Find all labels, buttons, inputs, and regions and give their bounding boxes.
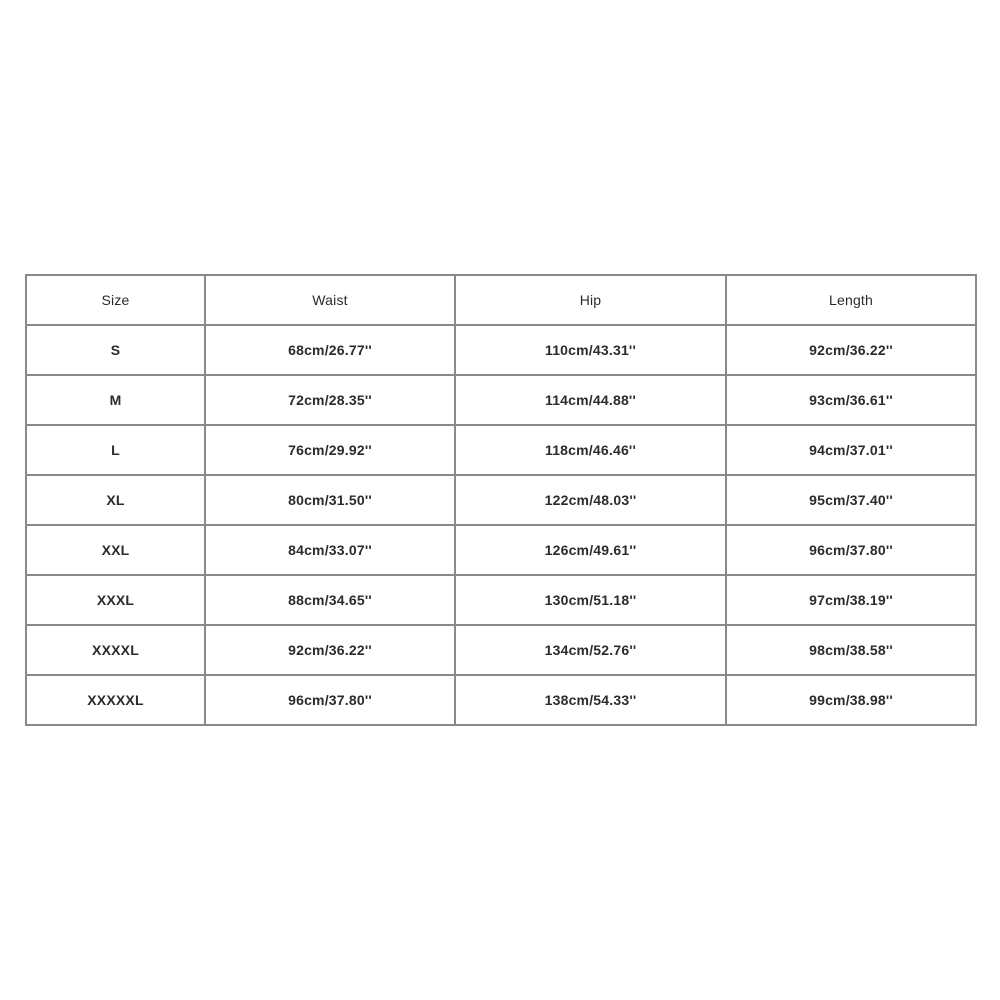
table-row (26, 525, 976, 575)
size-cell: M (26, 375, 205, 425)
table-row (26, 425, 976, 475)
header-hip: Hip (455, 275, 726, 325)
waist-cell: 76cm/29.92'' (205, 425, 455, 475)
hip-cell: 138cm/54.33'' (455, 675, 726, 725)
header-size: Size (26, 275, 205, 325)
size-cell: XXXXXL (26, 675, 205, 725)
size-chart-table (25, 274, 977, 726)
length-cell: 93cm/36.61'' (726, 375, 976, 425)
length-cell: 96cm/37.80'' (726, 525, 976, 575)
table-row (26, 475, 976, 525)
length-cell: 92cm/36.22'' (726, 325, 976, 375)
waist-cell: 72cm/28.35'' (205, 375, 455, 425)
size-cell: XXL (26, 525, 205, 575)
size-cell: S (26, 325, 205, 375)
length-cell: 99cm/38.98'' (726, 675, 976, 725)
header-row (26, 275, 976, 325)
waist-cell: 88cm/34.65'' (205, 575, 455, 625)
hip-cell: 114cm/44.88'' (455, 375, 726, 425)
waist-cell: 68cm/26.77'' (205, 325, 455, 375)
table-row (26, 625, 976, 675)
table-row (26, 375, 976, 425)
table-row (26, 675, 976, 725)
waist-cell: 84cm/33.07'' (205, 525, 455, 575)
length-cell: 94cm/37.01'' (726, 425, 976, 475)
waist-cell: 92cm/36.22'' (205, 625, 455, 675)
size-cell: XL (26, 475, 205, 525)
hip-cell: 118cm/46.46'' (455, 425, 726, 475)
header-waist: Waist (205, 275, 455, 325)
hip-cell: 126cm/49.61'' (455, 525, 726, 575)
size-cell: XXXXL (26, 625, 205, 675)
length-cell: 98cm/38.58'' (726, 625, 976, 675)
table-row (26, 575, 976, 625)
hip-cell: 130cm/51.18'' (455, 575, 726, 625)
hip-cell: 134cm/52.76'' (455, 625, 726, 675)
hip-cell: 110cm/43.31'' (455, 325, 726, 375)
header-length: Length (726, 275, 976, 325)
length-cell: 95cm/37.40'' (726, 475, 976, 525)
waist-cell: 80cm/31.50'' (205, 475, 455, 525)
length-cell: 97cm/38.19'' (726, 575, 976, 625)
table-row (26, 325, 976, 375)
hip-cell: 122cm/48.03'' (455, 475, 726, 525)
size-cell: L (26, 425, 205, 475)
waist-cell: 96cm/37.80'' (205, 675, 455, 725)
size-cell: XXXL (26, 575, 205, 625)
